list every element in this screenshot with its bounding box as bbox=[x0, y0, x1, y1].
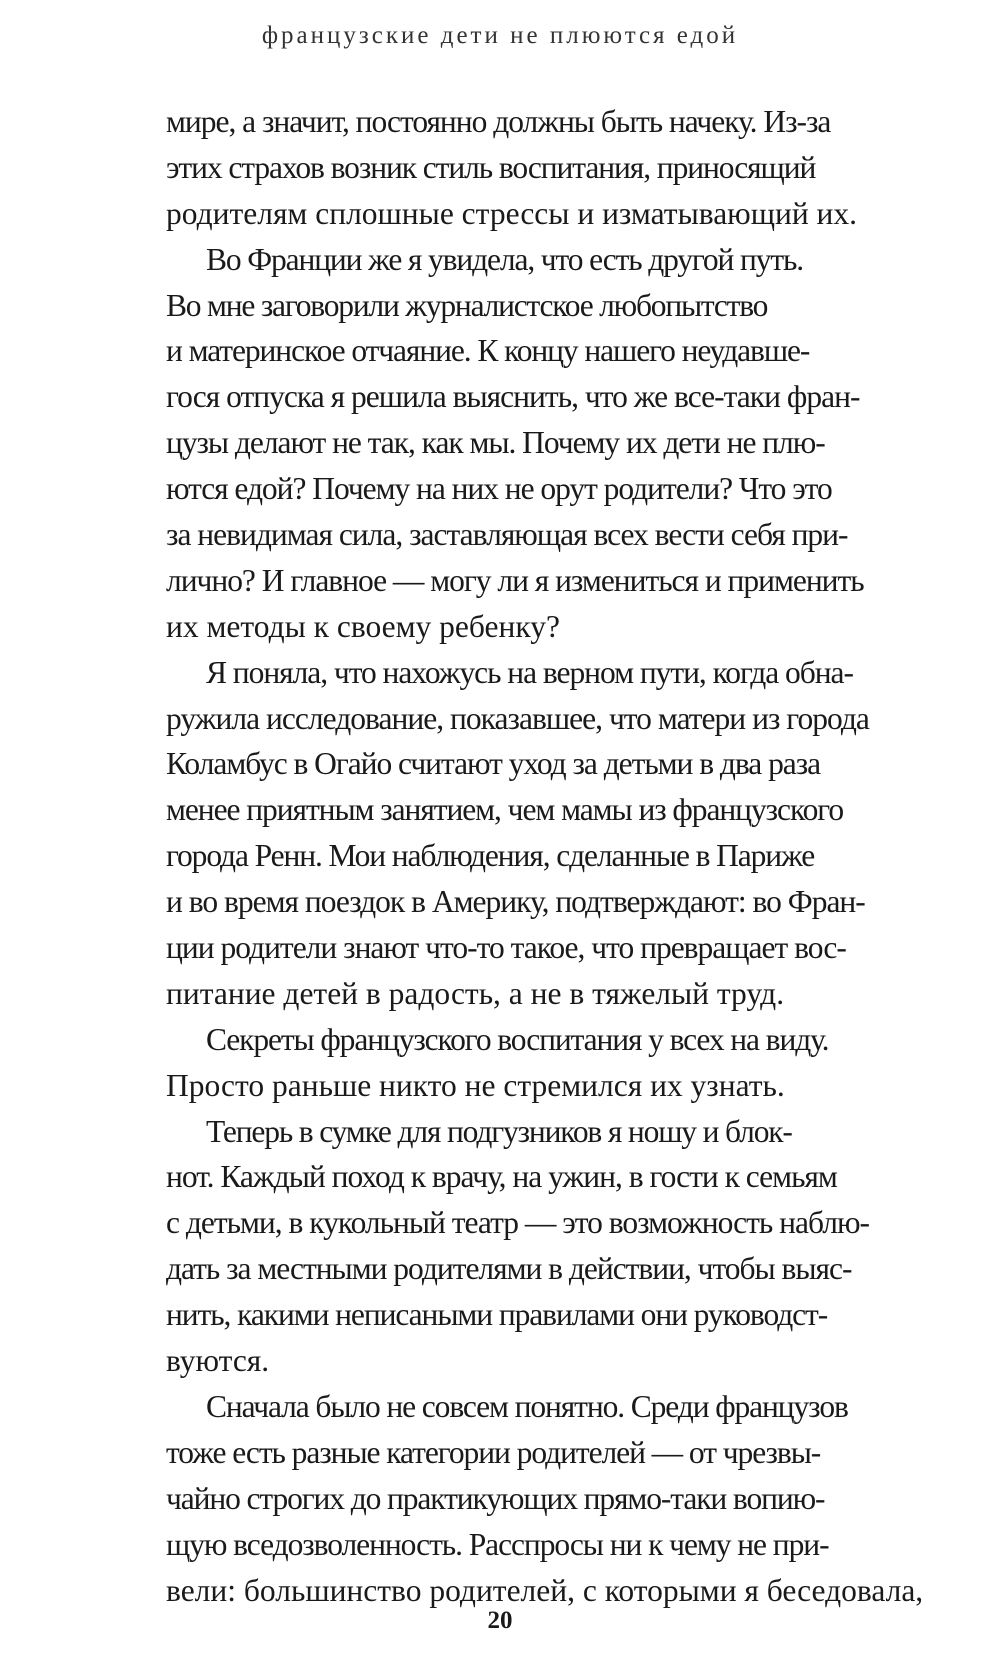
text-line: Во Франции же я увидела, что есть другой путь. bbox=[206, 241, 803, 277]
text-line: их методы к своему ребенку? bbox=[166, 608, 560, 644]
text-line: лично? И главное — могу ли я измениться и применить bbox=[166, 562, 864, 598]
text-line: и материнское отчаяние. К концу нашего неудавше- bbox=[166, 333, 810, 369]
text-line: Теперь в сумке для подгузников я ношу и блок- bbox=[206, 1113, 792, 1149]
text-line: менее приятным занятием, чем мамы из французского bbox=[166, 792, 844, 828]
text-line: тоже есть разные категории родителей — от чрезвы- bbox=[166, 1434, 821, 1470]
text-line: гося отпуска я решила выяснить, что же все-таки фран- bbox=[166, 379, 860, 415]
text-line: за невидимая сила, заставляющая всех вести себя при- bbox=[166, 517, 848, 553]
page-number: 20 bbox=[487, 1607, 513, 1634]
text-line: щую вседозволенность. Расспросы ни к чему не при- bbox=[166, 1526, 829, 1562]
text-line: чайно строгих до практикующих прямо-таки вопию- bbox=[166, 1480, 825, 1516]
text-line: Коламбус в Огайо считают уход за детьми в два раза bbox=[166, 746, 821, 782]
text-line: нить, какими неписаными правилами они руководст- bbox=[166, 1297, 828, 1333]
text-line: ются едой? Почему на них не орут родители? Что это bbox=[166, 471, 832, 507]
text-line: нот. Каждый поход к врачу, на ужин, в гости к семьям bbox=[166, 1159, 837, 1195]
text-line: цузы делают не так, как мы. Почему их дети не плю- bbox=[166, 425, 825, 461]
text-line: дать за местными родителями в действии, чтобы выяс- bbox=[166, 1251, 852, 1287]
text-line: родителям сплошные стрессы и изматывающий их. bbox=[166, 195, 858, 231]
text-line: этих страхов возник стиль воспитания, приносящий bbox=[166, 149, 816, 185]
text-line: и во время поездок в Америку, подтверждают: во Фран- bbox=[166, 884, 865, 920]
text-line: Секреты французского воспитания у всех на виду. bbox=[206, 1021, 829, 1057]
text-line: ружила исследование, показавшее, что матери из города bbox=[166, 700, 869, 736]
text-line: города Ренн. Мои наблюдения, сделанные в Париже bbox=[166, 838, 815, 874]
text-line: Во мне заговорили журналистское любопытство bbox=[166, 287, 768, 323]
text-line: мире, а значит, постоянно должны быть начеку. Из-за bbox=[166, 104, 831, 139]
running-head: французские дети не плюются едой bbox=[261, 22, 739, 49]
body-text bbox=[166, 99, 996, 1613]
text-line: вели: большинство родителей, с которыми я беседовала, bbox=[166, 1572, 924, 1608]
text-line: Я поняла, что нахожусь на верном пути, когда обна- bbox=[206, 654, 853, 690]
text-line: вуются. bbox=[166, 1343, 270, 1379]
text-line: ции родители знают что-то такое, что превращает вос- bbox=[166, 930, 846, 966]
text-line: Просто раньше никто не стремился их узнать. bbox=[166, 1067, 785, 1103]
text-line: с детьми, в кукольный театр — это возможность наблю- bbox=[166, 1205, 869, 1241]
text-line: питание детей в радость, а не в тяжелый труд. bbox=[166, 975, 785, 1011]
text-line: Сначала было не совсем понятно. Среди французов bbox=[206, 1388, 848, 1424]
